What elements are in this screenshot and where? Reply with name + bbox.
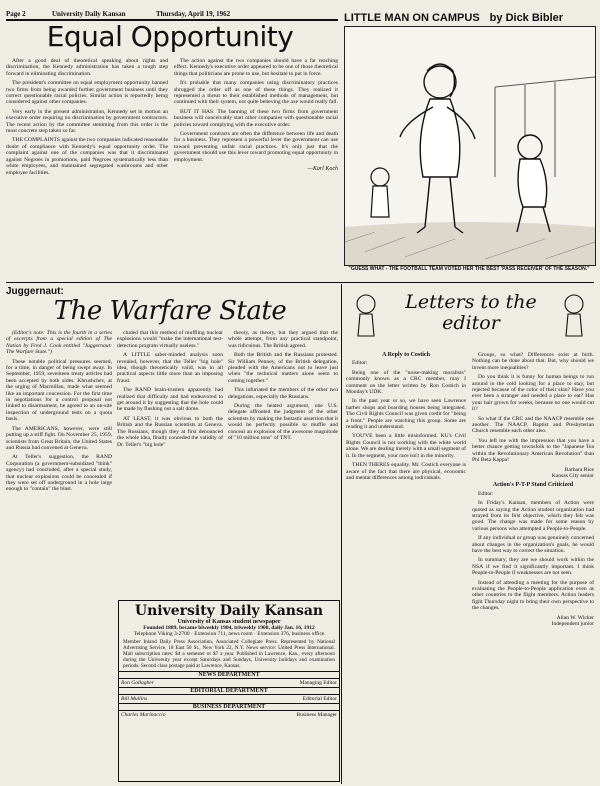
warfare-kicker: Juggernaut: [6, 286, 64, 297]
paragraph: cluded that this method of muffling nuclear explosions would "make the international test-detection program virtually useless." [117, 330, 223, 349]
paragraph: After a good deal of theoretical speaking about rights and discrimination, the Kennedy administration has taken a tough step forward in eliminating discrimination. [6, 58, 168, 77]
paragraph: THE COMPLAINTS against the two companies indicated reasonable doubt of compliance with Kennedy's equal opportunity order. The complaint against one of the companies was that it discriminated against Negroes in promotions, paid Negroes systematically less than white employees, and maintained segregated washrooms and other employee facilities. [6, 137, 168, 176]
staff-name: Ron Gallagher [121, 680, 154, 686]
cartoon-caption: "GUESS WHAT - THE FOOTBALL TEAM VOTED HER THE BEST 'PASS RECEIVER' OF THE SEASON." [348, 266, 590, 272]
letter1-signature: Barbara Rice Kansas City senior [551, 466, 594, 479]
staff-row [119, 710, 339, 719]
paragraph: Editor: [478, 490, 494, 497]
paragraph: Editor: [352, 360, 368, 367]
issue-date: Thursday, April 19, 1962 [156, 10, 231, 18]
paragraph: At Teller's suggestion, the RAND Corporation (a government-subsidized "think" agency) had concluded, after a special study, that nuclear explosions could be concealed if they were set off underground in a hole large enough to "contain" the blast. [6, 454, 112, 493]
paragraph: So what if the CRC and the NAACP resemble one another. The NAACP, Baptist and Presbyterian Church resemble each other also. [472, 415, 594, 435]
paragraph: The RAND brain-trusters apparently had realized that difficulty and had endeavored to get around it by suggesting that the hole could be made by flushing out a salt dome. [117, 387, 223, 413]
paragraph: AT LEAST, it was obvious to both the British and the Russian scientists at Geneva. The Russians, though they at first denounced the whole idea, finally conceded the validity of Dr. Teller's "big hole" [117, 415, 223, 448]
paragraph: This infuriated the members of the other two delegations, especially the Russians. [228, 387, 338, 400]
paragraph: Groups, so what? Differences exist at birth. Nothing can be done about that. But, why should we invent more inequalities? [472, 352, 594, 371]
letters-heading-box [346, 286, 594, 346]
paragraph: theory, as theory, but they argued that the whole attempt, from any practical standpoint, was ridiculous. The British agreed. [228, 330, 338, 349]
masthead [118, 600, 340, 782]
letter2-title: Action's P-T-P Stand Criticized [492, 482, 574, 489]
paragraph: A LITTLE saber-minded analysis soon revealed, however, that the Teller "big hole" idea, though theoretically valid, was in all practical aspects little more than an imposing fraud. [117, 352, 223, 384]
paper-name: University Daily Kansan [52, 10, 126, 18]
staff-role: Business Manager [296, 712, 337, 718]
editorial1-signature: —Karl Koch [307, 166, 338, 173]
paragraph: Instead of attending a meeting for the purpose of evaluating the People-to-People application even as other countries to the flight members. Action leaders fight Thursday night to bring their own perspective to the changes. [472, 579, 594, 612]
paragraph: Being one of the "noise-making moralists" commonly known as a CRC member, may I comment on the letter written by Ron Costich in Monday's UDK. [346, 369, 466, 396]
column-divider [341, 284, 342, 784]
cartoon-illustration [344, 26, 596, 266]
headline-warfare-state: The Warfare State [53, 296, 287, 326]
paragraph: During the heated argument, one U.S. delegate affronted the judgment of the other scientists by making the fantastic assertion that it would be perfectly possible to muffle and conceal an explosion of the awesome magnitude of "10 million tons" of TNT. [228, 403, 338, 442]
staff-role: Editorial Editor [302, 696, 337, 702]
staff-section: NEWS DEPARTMENT [119, 671, 339, 678]
staff-row [119, 678, 339, 687]
staff-name: Bill Mullins [121, 696, 148, 702]
editorial2-column-2 [117, 330, 223, 451]
letter2-signature: Allan W. Wicker Independent junior [551, 614, 594, 628]
paragraph: The AMERICANS, however, were still putting up a stiff fight. On November 25, 1959, scientists from Great Britain, the United States and Russia had convened at Geneva. [6, 425, 113, 451]
editorial2-column-3 [228, 330, 338, 445]
paragraph: YOU'VE been a little misinformed. KU's Civil Rights Council is not working with the white world alone. We are dealing merely with a small segment of it. In the segment, your race isn't in the minority. [346, 433, 466, 459]
headline-equal-opportunity: Equal Opportunity [46, 20, 294, 53]
paragraph: The action against the two companies should have a far reaching effect. Kennedy's executive order appeared to be one of those theoretical things that politicians are prone to use, but hesitate to put in force. [174, 58, 338, 77]
page-number: Page 2 [6, 10, 26, 18]
paragraph: These notable political pressures seemed, for a time, in danger of being swept away. In September, 1959, seventeen treaty articles had been accepted by both sides. Khrushchev, at the urging of Macmillan, made what seemed like an important concession. For the first time in negotiations for a control proposal not linked to disarmament, he agreed to an on-site inspection of underground tests on a quota basis. [6, 358, 112, 423]
staff-name: Charles Marinaccio [121, 712, 166, 718]
masthead-tagline: University of Kansas student newspaper [177, 619, 281, 625]
paragraph: In summary, they are we should work within the NSA if we find it significantly important. I think People-to-People if weaknesses are not seen. [472, 557, 594, 577]
paragraph: THEN THERES equality. Mr. Costich everyone is aware of the fact that there are physical, economic and mental differences among individuals. [346, 462, 466, 481]
paragraph: If any individual or group was genuinely concerned about changes in the organization's goals, he would have the best way to correct the situation. [472, 535, 594, 554]
paragraph: In the past year or so, we have seen Lawrence barber shops and boarding houses being integrated. The Civil Rights Council was given credit for "being a front." People are watching this group. Some are reading it and understand. [346, 398, 466, 431]
editorial1-column-2 [174, 58, 338, 173]
section-rule [6, 282, 594, 283]
cartoon-title: LITTLE MAN ON CAMPUS [344, 12, 480, 24]
paragraph: Government contracts are often the difference between life and death for a business. They represent a powerful lever the government can use toward preventing unfair racial practices. It's only just that the government should use this lever toward promoting equal opportunity in employment. [174, 131, 338, 163]
masthead-phones: Telephone Viking 3-2700 · Extension 711, news room · Extension 376, business office [133, 631, 325, 637]
paragraph: (Editor's note: This is the fourth in a series of excerpts from a special edition of The Nation by Fred J. Cook entitled "Juggernaut: The Warfare State.") [6, 330, 112, 356]
staff-section: BUSINESS DEPARTMENT [119, 703, 339, 710]
letters-column-2 [472, 352, 594, 627]
masthead-info: Founded 1889, became biweekly 1904, triweekly 1908, daily Jan. 16, 1912 [143, 625, 315, 631]
editorial1-column-1 [6, 58, 168, 179]
cartoon-header [344, 8, 594, 26]
paragraph: The president's committee on equal employment opportunity banned two firms from being awarded further government business until they correct questionable racial policies. Similar action is reportedly being considered against other companies. [6, 80, 168, 106]
paragraph: You left me with the impression that you have a better chance getting townsfolk to the "Japanese Tea within the Revolutionary American Revolution" than Phi Beta Kappa! [472, 437, 594, 464]
paragraph: In Friday's Kansan, members of Action were quoted as saying the Action student organization had strayed from its first objective, which they felt was good. The change was made for some reason by various persons who attempted a People-to-People. [472, 500, 594, 532]
paragraph: It's probable that many companies using discriminatory practices shrugged the order off as one of these things. They realized it represented a threat to their established methods of management, but continued with their system, not quite believing the axe would really fall. [174, 80, 338, 106]
masthead-member: Member Inland Daily Press Association, Associated Collegiate Press. Represented by National Advertising Service, 18 East 50 St., New York 22, N.Y. News service: United Press International. Mail subscription rates: $4 a semester or $7 a year. Published in Lawrence, Kan., every afternoon during the University year except Saturdays and Sundays, University holidays and examination periods. Second class postage paid at Lawrence, Kansas. [123, 639, 335, 669]
staff-section: EDITORIAL DEPARTMENT [119, 687, 339, 694]
paragraph: Very early in the present administration, Kennedy set in motion an executive order requiring no discrimination by government contractors. The recent action by the committee stemming from this order is the most concrete step taken so far. [6, 108, 168, 135]
editorial2-column-1 [6, 330, 112, 496]
staff-row [119, 694, 339, 703]
paragraph: Do you think it is funny for human beings to run around in the cold looking for a place to stay, but rejected because of the color of their skin? Have you ever been a stranger and needed a place to eat? Has your hair grown for weeks, because no one would cut it? [472, 374, 594, 413]
letters-heading: Letters to the editor [405, 291, 537, 334]
letters-column-1 [346, 352, 466, 484]
masthead-name: University Daily Kansan [134, 603, 324, 619]
staff-role: Managing Editor [299, 680, 337, 686]
paragraph: BUT IT HAS. The banning of these two firms from government business will conceivably start other companies with questionable racial policies toward complying with the executive order. [174, 108, 338, 128]
cartoon-byline: by Dick Bibler [489, 12, 564, 24]
paragraph: Both the British and the Russians protested. Sir William Penney, of the British delegation, pleaded with the Americans not to leave just when "the technical matters alone seem to coming together." [228, 352, 338, 384]
letter1-title: A Reply to Costich [382, 352, 430, 358]
